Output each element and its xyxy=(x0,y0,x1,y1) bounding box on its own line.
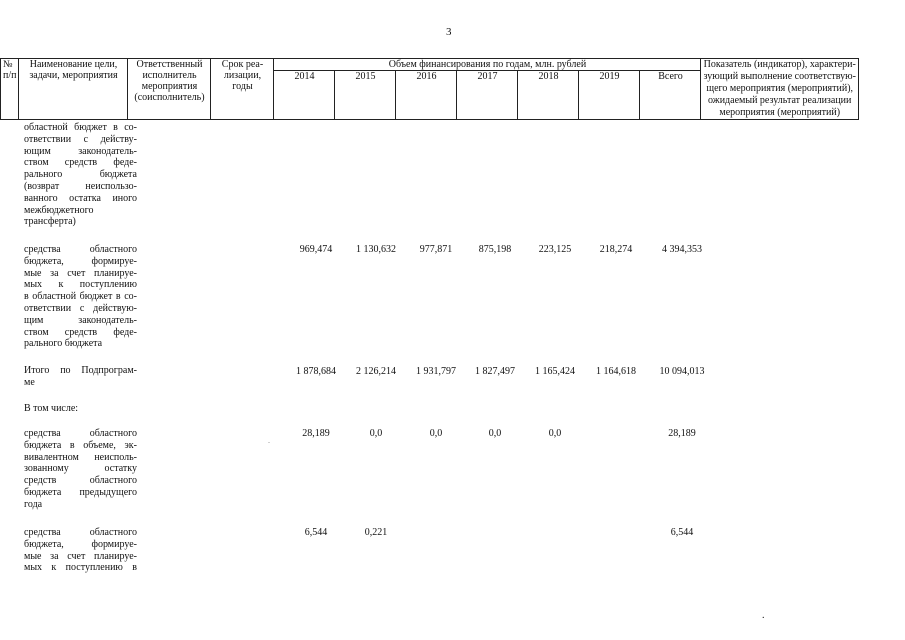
value-2018: 1 165,424 xyxy=(535,366,575,377)
value-2016: 977,871 xyxy=(419,244,453,255)
value-2015: 2 126,214 xyxy=(356,366,396,377)
row-text-line: В том числе: xyxy=(24,403,79,414)
header-year: 2015 xyxy=(335,71,396,120)
value-2017: 0,0 xyxy=(488,428,502,439)
row-text-line: мые за счет планируе- xyxy=(24,267,137,279)
value-2019: 1 164,618 xyxy=(596,366,636,377)
row-text-line: ющим законодатель- xyxy=(24,145,137,157)
value-2014: 6,544 xyxy=(304,527,328,538)
row-text-line: бюджета, формируе- xyxy=(24,255,137,267)
row-text-line: мых к поступлению xyxy=(24,279,137,291)
header-total: Всего xyxy=(640,71,701,120)
header-year: 2016 xyxy=(396,71,457,120)
value-2016: 1 931,797 xyxy=(416,366,456,377)
value-2019: 218,274 xyxy=(599,244,633,255)
value-2018: 223,125 xyxy=(538,244,572,255)
stray-mark: . xyxy=(268,436,270,445)
row-text-line: областной бюджет в со- xyxy=(24,122,137,133)
stray-mark: . xyxy=(762,610,765,621)
row-text-line: ством средств феде- xyxy=(24,157,137,169)
row-text-line: трансферта) xyxy=(24,216,76,228)
row-text-line: ответствии с действую- xyxy=(24,302,137,314)
value-total: 6,544 xyxy=(670,527,694,538)
row-label-total xyxy=(24,365,137,389)
header-col-funding: Объем финансирования по годам, млн. рублей xyxy=(274,59,701,71)
value-total: 28,189 xyxy=(668,428,696,439)
row-text-line: ванного остатка иного xyxy=(24,192,137,204)
row-text-line: межбюджетного xyxy=(24,204,94,216)
row-text-line: бюджета в объеме, эк- xyxy=(24,439,137,451)
value-total: 10 094,013 xyxy=(659,366,705,377)
row-text-line: средств областного xyxy=(24,475,137,487)
row-label-2 xyxy=(24,244,137,350)
row-text-line: средства областного xyxy=(24,527,137,538)
header-col-no: № п/п xyxy=(1,59,19,120)
value-2014: 1 878,684 xyxy=(296,366,336,377)
row-text-line: года xyxy=(24,498,43,510)
header-year: 2014 xyxy=(274,71,335,120)
row-text-line: (возврат неиспользо- xyxy=(24,180,137,192)
value-2017: 875,198 xyxy=(478,244,512,255)
header-table xyxy=(0,58,859,120)
row-text-line: мые за счет планируе- xyxy=(24,550,137,562)
header-col-indicator: Показатель (индикатор), характери- зующий выполнение соответствую- щего мероприятия (мероприятий), ожидаемый результат реализации мероприятия (мероприятий) xyxy=(701,59,858,120)
row-text-line: рального бюджета xyxy=(24,338,103,350)
row-text-line: мых к поступлению в xyxy=(24,562,137,574)
row-text-line: Итого по Подпрограм- xyxy=(24,365,137,376)
row-text-line: ответствии с действу- xyxy=(24,133,137,145)
header-year: 2018 xyxy=(518,71,579,120)
row-text-line: вивалентном неисполь- xyxy=(24,451,137,463)
value-2016: 0,0 xyxy=(429,428,443,439)
row-text-line: щим законодатель- xyxy=(24,314,137,326)
header-col-name: Наименование цели, задачи, мероприятия xyxy=(19,59,128,120)
row-text-line: зованному остатку xyxy=(24,463,137,475)
row-text-line: бюджета, формируе- xyxy=(24,538,137,550)
row-text-line: ством средств феде- xyxy=(24,326,137,338)
row-text-line: в областной бюджет в со- xyxy=(24,291,137,303)
value-2015: 0,221 xyxy=(364,527,388,538)
value-2014: 28,189 xyxy=(302,428,330,439)
row-label-5 xyxy=(24,527,137,574)
row-text-line: средства областного xyxy=(24,244,137,255)
header-year: 2019 xyxy=(579,71,640,120)
row-text-line: рального бюджета xyxy=(24,169,137,181)
page-number: 3 xyxy=(446,26,452,38)
value-2015: 1 130,632 xyxy=(356,244,396,255)
value-2015: 0,0 xyxy=(369,428,383,439)
value-2014: 969,474 xyxy=(299,244,333,255)
header-col-term: Срок реа- лизации, годы xyxy=(211,59,274,120)
value-total: 4 394,353 xyxy=(662,244,702,255)
row-text-line: ме xyxy=(24,376,35,388)
value-2017: 1 827,497 xyxy=(475,366,515,377)
row-text-line: бюджета предыдущего xyxy=(24,486,137,498)
value-2018: 0,0 xyxy=(548,428,562,439)
row-label-1 xyxy=(24,122,137,228)
header-col-responsible: Ответственный исполнитель мероприятия (соисполнитель) xyxy=(128,59,211,120)
row-label-including xyxy=(24,403,137,415)
header-year: 2017 xyxy=(457,71,518,120)
row-label-4 xyxy=(24,428,137,511)
row-text-line: средства областного xyxy=(24,428,137,439)
